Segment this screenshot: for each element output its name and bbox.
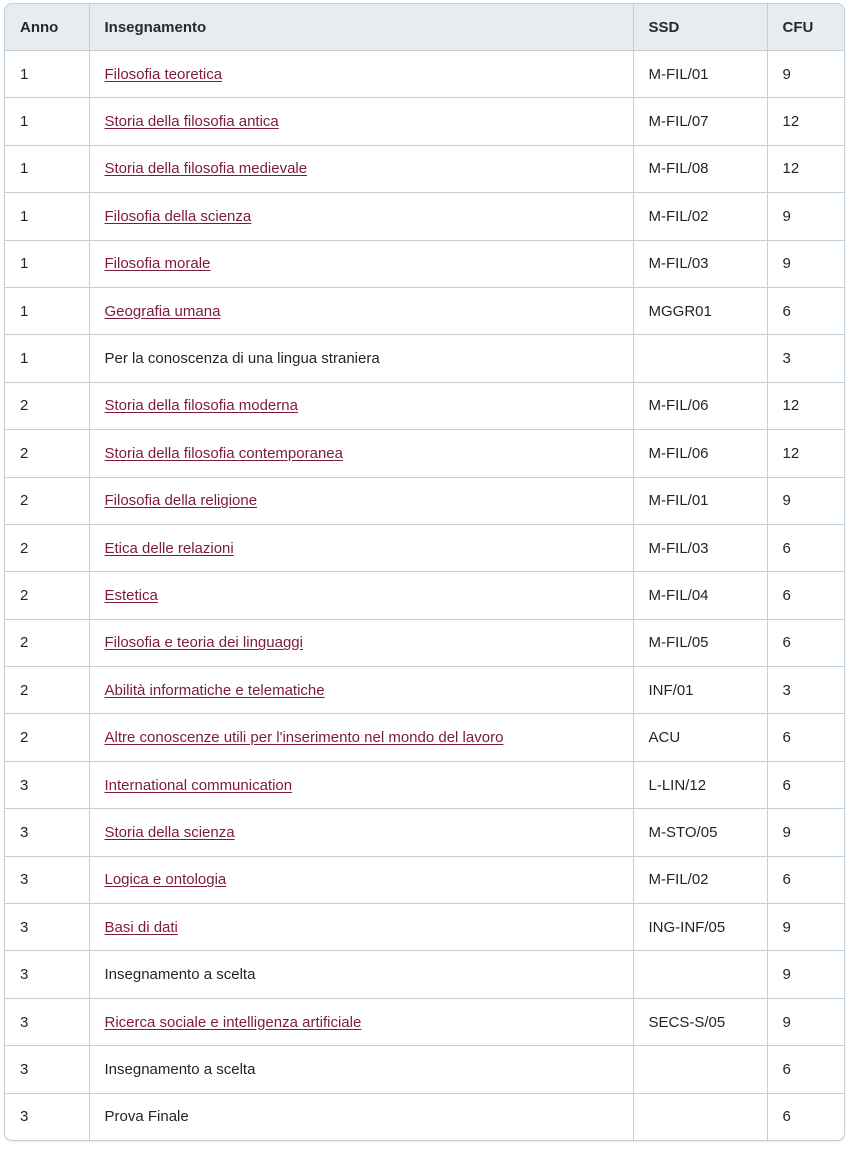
cell-ssd [633, 1046, 767, 1093]
cell-cfu: 9 [767, 998, 844, 1045]
cell-insegnamento [89, 667, 633, 714]
table-row [5, 193, 844, 240]
cell-cfu: 6 [767, 761, 844, 808]
course-name: Insegnamento a scelta [104, 966, 256, 984]
cell-anno: 2 [5, 619, 89, 666]
cell-anno: 2 [5, 430, 89, 477]
cell-ssd: ING-INF/05 [633, 904, 767, 951]
course-link[interactable]: Storia della filosofia contemporanea [104, 444, 343, 462]
cell-anno: 3 [5, 856, 89, 903]
cell-cfu: 6 [767, 856, 844, 903]
cell-cfu: 6 [767, 1046, 844, 1093]
cell-ssd: M-FIL/08 [633, 145, 767, 192]
cell-ssd: M-FIL/04 [633, 572, 767, 619]
table-header [5, 4, 844, 51]
header-cfu: CFU [767, 4, 844, 51]
cell-ssd: M-FIL/06 [633, 382, 767, 429]
course-link[interactable]: Filosofia della scienza [104, 207, 252, 225]
table-row [5, 382, 844, 429]
cell-insegnamento [89, 809, 633, 856]
cell-ssd: M-FIL/02 [633, 856, 767, 903]
cell-cfu: 9 [767, 477, 844, 524]
course-link[interactable]: Ricerca sociale e intelligenza artificiale [104, 1013, 362, 1031]
cell-ssd [633, 1093, 767, 1140]
cell-ssd: M-STO/05 [633, 809, 767, 856]
cell-anno: 1 [5, 193, 89, 240]
cell-anno: 1 [5, 145, 89, 192]
cell-ssd: M-FIL/01 [633, 477, 767, 524]
course-link[interactable]: Filosofia morale [104, 255, 211, 273]
table-row [5, 145, 844, 192]
cell-anno: 2 [5, 477, 89, 524]
cell-cfu: 9 [767, 193, 844, 240]
table-row [5, 856, 844, 903]
cell-anno: 1 [5, 51, 89, 98]
table-row [5, 667, 844, 714]
cell-insegnamento [89, 477, 633, 524]
cell-cfu: 12 [767, 98, 844, 145]
table-row [5, 335, 844, 382]
cell-ssd: M-FIL/05 [633, 619, 767, 666]
cell-cfu: 9 [767, 51, 844, 98]
cell-anno: 3 [5, 998, 89, 1045]
table-row [5, 524, 844, 571]
courses-table-container [4, 3, 845, 1141]
course-link[interactable]: Storia della filosofia moderna [104, 397, 298, 415]
cell-ssd: M-FIL/06 [633, 430, 767, 477]
cell-cfu: 12 [767, 382, 844, 429]
course-link[interactable]: Altre conoscenze utili per l'inserimento nel mondo del lavoro [104, 729, 504, 747]
cell-cfu: 12 [767, 430, 844, 477]
cell-insegnamento [89, 145, 633, 192]
course-link[interactable]: Filosofia della religione [104, 492, 258, 510]
course-link[interactable]: Filosofia e teoria dei linguaggi [104, 634, 303, 652]
cell-ssd: M-FIL/03 [633, 524, 767, 571]
table-row [5, 287, 844, 334]
table-row [5, 761, 844, 808]
table-row [5, 51, 844, 98]
cell-anno: 3 [5, 1046, 89, 1093]
table-row [5, 98, 844, 145]
table-row [5, 1046, 844, 1093]
cell-ssd: M-FIL/03 [633, 240, 767, 287]
cell-insegnamento [89, 382, 633, 429]
cell-anno: 3 [5, 904, 89, 951]
cell-anno: 2 [5, 524, 89, 571]
cell-ssd: M-FIL/07 [633, 98, 767, 145]
course-link[interactable]: Storia della scienza [104, 823, 235, 841]
cell-ssd: M-FIL/01 [633, 51, 767, 98]
table-row [5, 240, 844, 287]
cell-insegnamento [89, 524, 633, 571]
cell-insegnamento [89, 240, 633, 287]
cell-insegnamento [89, 193, 633, 240]
courses-table [5, 4, 844, 1140]
cell-anno: 2 [5, 714, 89, 761]
cell-anno: 1 [5, 287, 89, 334]
cell-insegnamento [89, 998, 633, 1045]
cell-anno: 2 [5, 667, 89, 714]
course-link[interactable]: Storia della filosofia medievale [104, 160, 308, 178]
table-row [5, 430, 844, 477]
cell-anno: 2 [5, 572, 89, 619]
cell-insegnamento [89, 619, 633, 666]
header-anno: Anno [5, 4, 89, 51]
cell-cfu: 9 [767, 951, 844, 998]
header-ssd: SSD [633, 4, 767, 51]
cell-anno: 3 [5, 1093, 89, 1140]
cell-anno: 3 [5, 809, 89, 856]
course-name: Per la conoscenza di una lingua straniera [104, 350, 380, 368]
cell-insegnamento [89, 335, 633, 382]
cell-cfu: 9 [767, 240, 844, 287]
course-link[interactable]: Abilità informatiche e telematiche [104, 681, 325, 699]
cell-anno: 1 [5, 98, 89, 145]
table-row [5, 572, 844, 619]
cell-cfu: 6 [782, 1108, 791, 1126]
table-row [5, 951, 844, 998]
cell-insegnamento [89, 51, 633, 98]
course-link[interactable]: International communication [104, 776, 293, 794]
cell-insegnamento [89, 572, 633, 619]
course-link[interactable]: Estetica [104, 586, 158, 604]
course-link[interactable]: Geografia umana [104, 302, 221, 320]
cell-cfu: 12 [767, 145, 844, 192]
cell-cfu: 6 [767, 572, 844, 619]
cell-anno: 3 [5, 951, 89, 998]
cell-ssd [633, 951, 767, 998]
table-row [5, 904, 844, 951]
cell-insegnamento [89, 287, 633, 334]
cell-insegnamento [89, 951, 633, 998]
cell-cfu: 9 [767, 904, 844, 951]
cell-insegnamento [89, 1046, 633, 1093]
cell-anno: 1 [5, 240, 89, 287]
table-row [5, 714, 844, 761]
cell-cfu: 6 [767, 287, 844, 334]
cell-insegnamento [89, 714, 633, 761]
table-body [5, 51, 844, 1140]
cell-ssd: M-FIL/02 [633, 193, 767, 240]
cell-insegnamento [89, 904, 633, 951]
cell-insegnamento [89, 856, 633, 903]
cell-cfu: 3 [767, 335, 844, 382]
header-row [5, 4, 844, 51]
cell-cfu: 6 [767, 714, 844, 761]
table-row [5, 477, 844, 524]
cell-cfu: 3 [767, 667, 844, 714]
cell-ssd: INF/01 [633, 667, 767, 714]
cell-anno: 3 [5, 761, 89, 808]
cell-ssd: MGGR01 [633, 287, 767, 334]
table-row [5, 809, 844, 856]
cell-ssd: ACU [633, 714, 767, 761]
table-row [5, 619, 844, 666]
cell-cfu: 6 [767, 619, 844, 666]
course-link[interactable]: Filosofia teoretica [104, 65, 223, 83]
cell-cfu: 9 [767, 809, 844, 856]
table-row [5, 998, 844, 1045]
course-link[interactable]: Logica e ontologia [104, 871, 227, 889]
cell-ssd: L-LIN/12 [633, 761, 767, 808]
course-link[interactable]: Basi di dati [104, 918, 178, 936]
course-name: Insegnamento a scelta [104, 1060, 256, 1078]
cell-insegnamento [89, 1093, 633, 1140]
table-row [5, 1093, 844, 1140]
course-link[interactable]: Etica delle relazioni [104, 539, 234, 557]
course-link[interactable]: Storia della filosofia antica [104, 113, 279, 131]
course-name: Prova Finale [104, 1108, 189, 1126]
header-insegnamento: Insegnamento [89, 4, 633, 51]
cell-anno: 1 [5, 335, 89, 382]
cell-insegnamento [89, 98, 633, 145]
cell-ssd: SECS-S/05 [633, 998, 767, 1045]
cell-insegnamento [89, 761, 633, 808]
cell-insegnamento [89, 430, 633, 477]
cell-anno: 2 [5, 382, 89, 429]
cell-cfu: 6 [767, 524, 844, 571]
cell-ssd [633, 335, 767, 382]
